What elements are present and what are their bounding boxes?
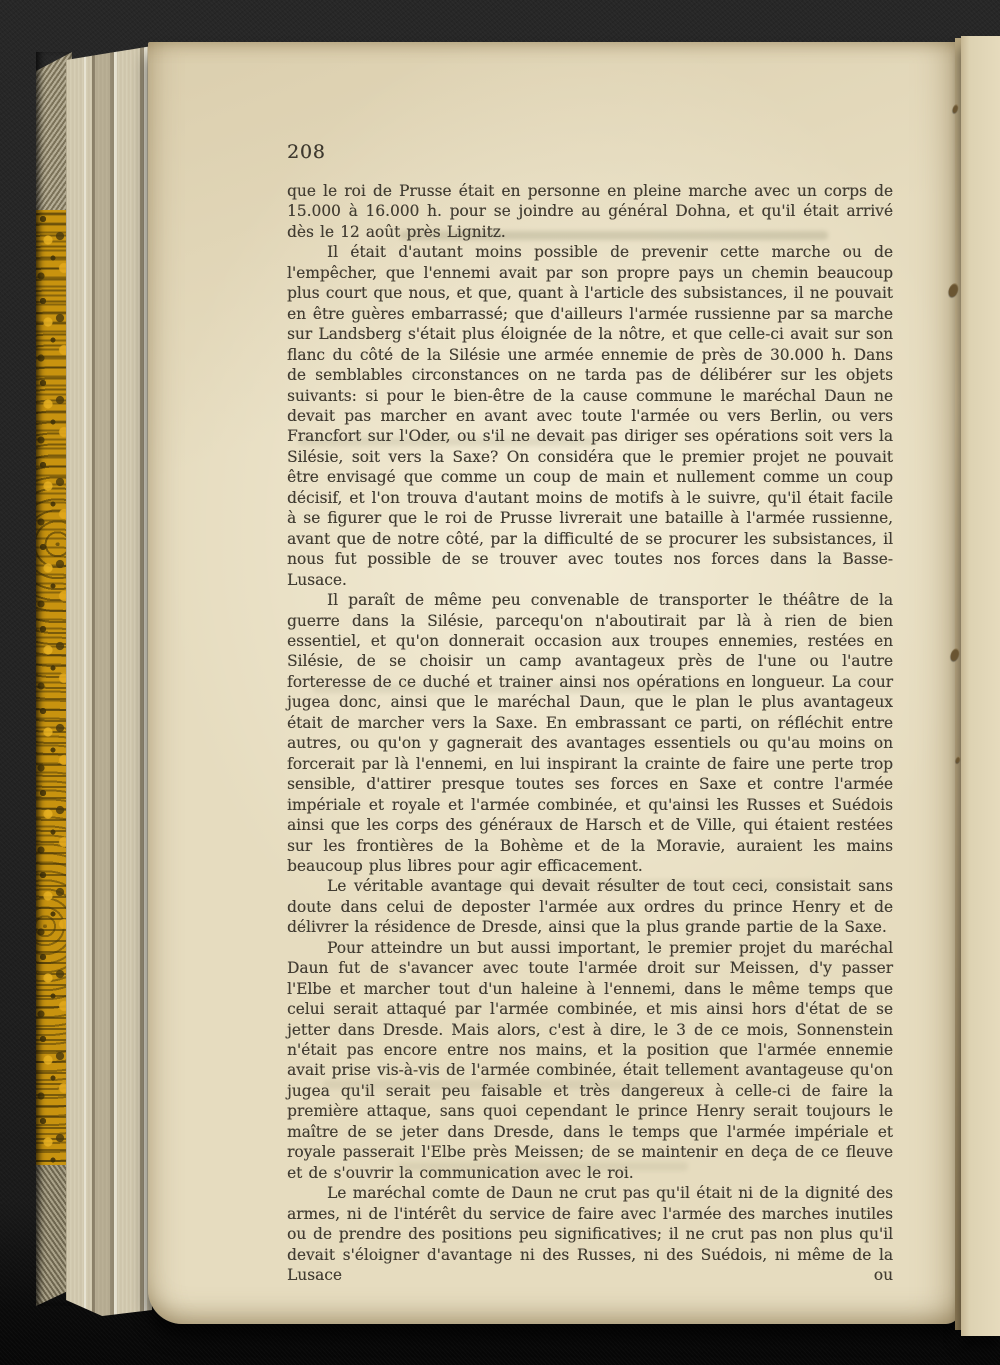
page-block-fore-edge xyxy=(66,46,152,1318)
body-paragraph: Le véritable avantage qui devait résulter de tout ceci, consistait sans doute dans celui de deposter l'armée aux ordres du prince Henry et de délivrer la résidence de Dresde, ainsi que la plus grande partie de la Saxe. xyxy=(287,877,893,937)
body-paragraph: Il paraît de même peu convenable de transporter le théâtre de la guerre dans la Silésie, parcequ'on n'aboutirait par là à rien de bien essentiel, et qu'on donnerait occasion aux troupes ennemies, restées en Silésie, de se choisir un camp avantageux près de l'une ou l'autre forteresse de ce duché et trainer ainsi nos opérations en longueur. La cour jugea donc, ainsi que le maréchal Daun, que le plan le plus avantageux était de marcher vers la Saxe. En embrassant ce parti, on réfléchit entre autres, ou qu'on y gagnerait des avantages essentiels ou qu'au moins on forcerait par là l'ennemi, en lui inspirant la crainte de faire une perte trop sensible, d'attirer presque toutes ses forces en Saxe et contre l'armée impériale et royale et l'armée combinée, et qu'ainsi les Russes et Suédois ainsi que les corps des généraux de Harsch et de Ville, qui étaient restées sur les frontières de la Bohème et de la Moravie, auraient les mains beaucoup plus libres pour agir efficacement. xyxy=(287,591,893,875)
facing-page-sliver xyxy=(961,36,1000,1336)
body-paragraph: Il était d'autant moins possible de prevenir cette marche ou de l'empêcher, que l'ennemi avait par son propre pays un chemin beaucoup plus court que nous, et que, quant à l'article des subsistances, il ne pouvait en être guères embarrassé; que d'ailleurs l'armée russienne par sa marche sur Landsberg s'était plus éloignée de la nôtre, et que celle-ci avait sur son flanc du côté de la Silésie une armée ennemie de près de 30.000 h. Dans de semblables circonstances on ne tarda pas de délibérer sur les objets suivants: si pour le bien-être de la cause commune le maréchal Daun ne devait pas marcher en avant avec toute l'armée ou vers Berlin, ou vers Francfort sur l'Oder, ou s'il ne devait pas diriger ses opérations soit vers la Silésie, soit vers la Saxe? On considéra que le premier projet ne pouvait être envisagé que comme un coup de main et nullement comme un coup décisif, et l'on trouva d'autant moins de motifs à le suivre, qu'il était facile à se figurer que le roi de Prusse livrerait une bataille à l'armée russienne, avant que de notre côté, par la difficulté de se procurer les subsistances, il nous fut possible de se trouver avec toutes nos forces dans la Basse-Lusace. xyxy=(287,243,893,589)
body-paragraph: Pour atteindre un but aussi important, le premier projet du maréchal Daun fut de s'avancer avec toute l'armée droit sur Meissen, d'y passer l'Elbe et marcher tout d'un haleine à l'ennemi, dans le même temps que celui serait attaqué par l'armée combinée, et mis ainsi hors d'état de se jetter dans Dresde. Mais alors, c'est à dire, le 3 de ce mois, Sonnenstein n'était pas encore entre nos mains, et la position que l'armée ennemie avait prise vis-à-vis de l'armée combinée, était tellement avantageuse qu'on jugea qu'il serait peu faisable et très dangereux à celle-ci de faire la première attaque, sans quoi cependant le prince Henry serait toujours le maître de se jeter dans Dresde, dans le temps que l'armée impériale et royale passerait l'Elbe près Meissen; de se maintenir en deça de ce fleuve et de s'ouvrir la communication avec le roi. xyxy=(287,938,893,1182)
page-text-block xyxy=(287,181,893,1285)
body-paragraph: Le maréchal comte de Daun ne crut pas qu'il était ni de la dignité des armes, ni de l'intérêt du service de faire avec l'armée des marches inutiles ou de prendre des positions peu significatives; il ne crut pas non plus qu'il devait s'éloigner d'avantage ni des Russes, ni des Suédois, ni même de la Lusace ou xyxy=(287,1184,893,1285)
page-number: 208 xyxy=(287,141,326,163)
body-paragraph: que le roi de Prusse était en personne en pleine marche avec un corps de 15.000 à 16.000 h. pour se joindre au général Dohna, et qu'il était arrivé dès le 12 août près Lignitz. xyxy=(287,182,893,241)
book-page xyxy=(148,42,960,1324)
